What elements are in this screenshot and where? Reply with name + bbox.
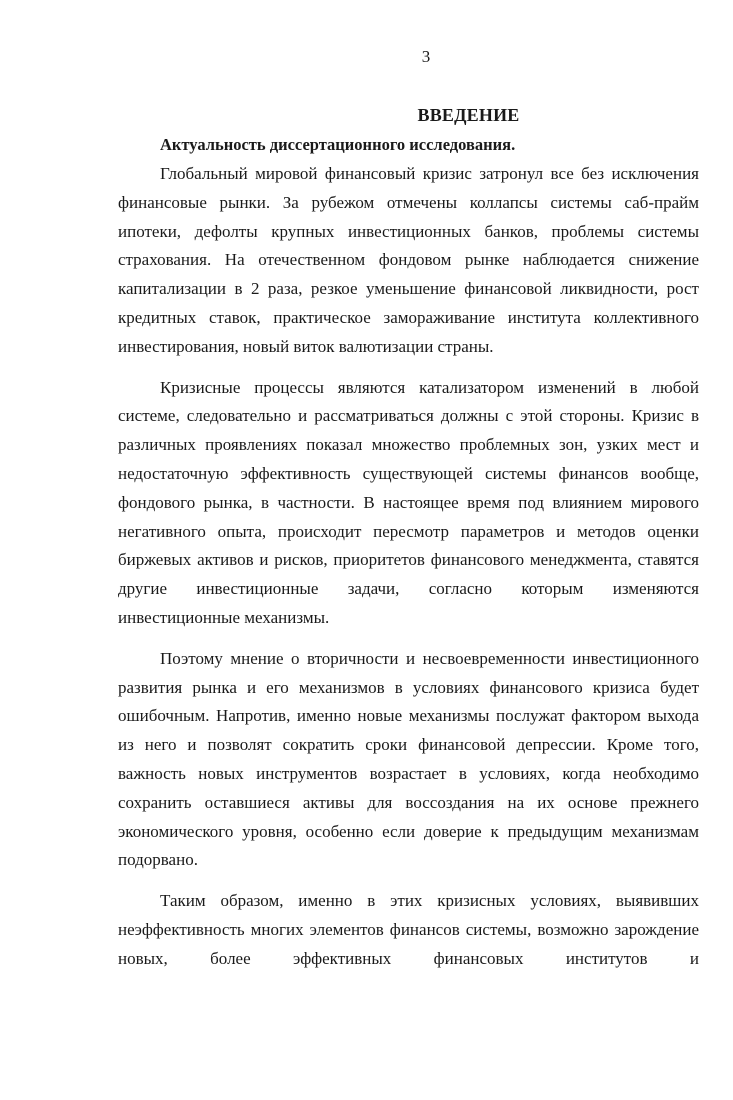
paragraph-4: Таким образом, именно в этих кризисных условиях, выявивших неэффективность многих элементов финансов системы, возможно зарождение новых, более эффективных финансовых институтов и xyxy=(118,891,699,968)
section-subtitle: Актуальность диссертационного исследования. xyxy=(160,135,516,154)
page-content xyxy=(118,100,699,974)
section-title: ВВЕДЕНИЕ xyxy=(417,105,520,125)
page-number: 3 xyxy=(421,47,431,66)
paragraph-2: Кризисные процессы являются катализатором изменений в любой системе, следовательно и рассматриваться должны с этой стороны. Кризис в различных проявлениях показал множество проблемных зон, узких мест и недостаточную эффективность существующей системы финансов вообще, фондового рынка, в частности. В настоящее время под влиянием мирового негативного опыта, происходит пересмотр параметров и методов оценки биржевых активов и рисков, приоритетов финансового менеджмента, ставятся другие инвестиционные задачи, согласно которым изменяются инвестиционные механизмы. xyxy=(118,377,699,627)
paragraph-3: Поэтому мнение о вторичности и несвоевременности инвестиционного развития рынка и его механизмов в условиях финансового кризиса будет ошибочным. Напротив, именно новые механизмы послужат фактором выхода из него и позволят сократить сроки финансовой депрессии. Кроме того, важность новых инструментов возрастает в условиях, когда необходимо сохранить оставшиеся активы для воссоздания на их основе прежнего экономического уровня, особенно если доверие к предыдущим механизмам подорвано. xyxy=(118,648,699,870)
paragraph-1: Глобальный мировой финансовый кризис затронул все без исключения финансовые рынки. За рубежом отмечены коллапсы системы саб-прайм ипотеки, дефолты крупных инвестиционных банков, проблемы системы страхования. На отечественном фондовом рынке наблюдается снижение капитализации в 2 раза, резкое уменьшение финансовой ликвидности, рост кредитных ставок, практическое замораживание института коллективного инвестирования, новый виток валютизации страны. xyxy=(118,164,699,356)
